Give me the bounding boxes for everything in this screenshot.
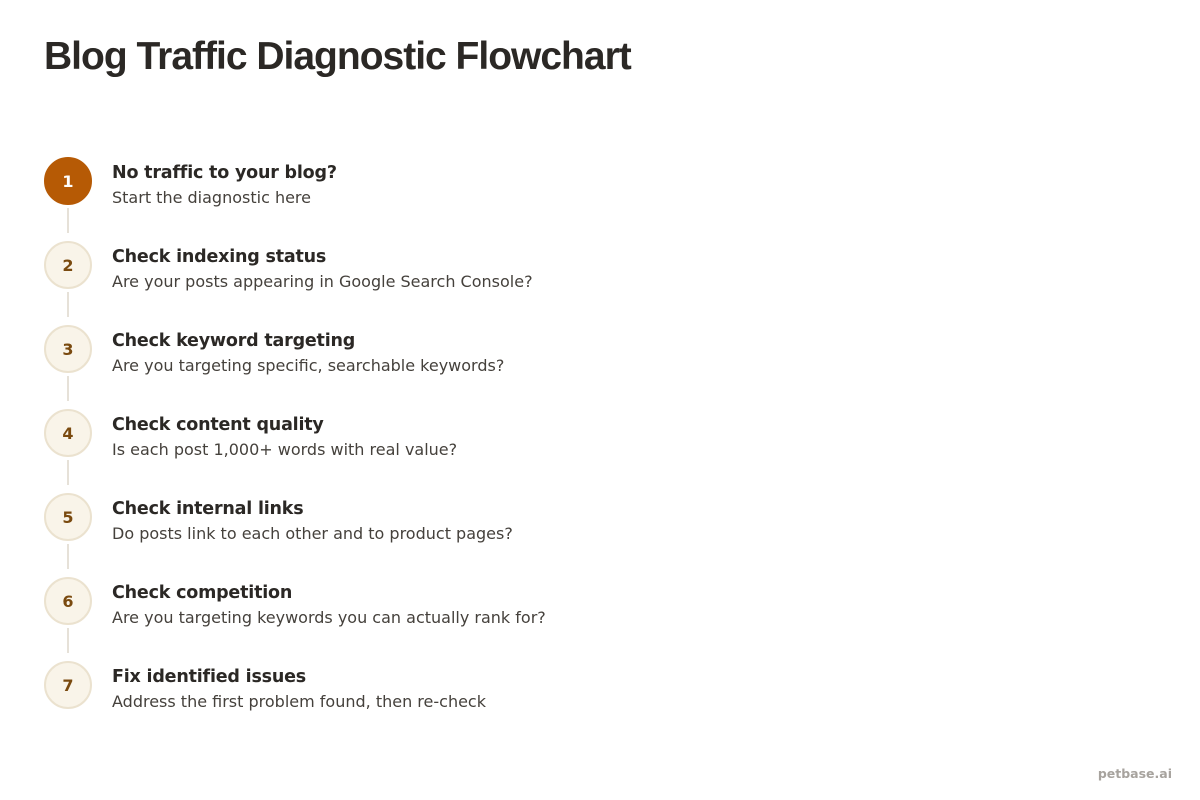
step-connector xyxy=(67,544,69,569)
step-number-badge: 5 xyxy=(44,493,92,541)
step-description: Are you targeting keywords you can actually rank for? xyxy=(112,608,546,627)
step-connector xyxy=(67,208,69,233)
step-title: Fix identified issues xyxy=(112,667,307,687)
step-description: Is each post 1,000+ words with real value? xyxy=(112,440,458,459)
page-title: Blog Traffic Diagnostic Flowchart xyxy=(44,35,631,78)
step-description: Start the diagnostic here xyxy=(112,188,311,207)
step-number-badge: 1 xyxy=(44,157,92,205)
step-number-badge: 6 xyxy=(44,577,92,625)
step-number-badge: 4 xyxy=(44,409,92,457)
flowchart-step xyxy=(44,241,944,325)
step-description: Address the first problem found, then re-check xyxy=(112,692,486,711)
step-connector xyxy=(67,628,69,653)
step-title: Check keyword targeting xyxy=(112,331,356,351)
step-description: Are your posts appearing in Google Search Console? xyxy=(112,272,533,291)
step-number-badge: 3 xyxy=(44,325,92,373)
step-connector xyxy=(67,460,69,485)
step-number-badge: 2 xyxy=(44,241,92,289)
step-title: Check internal links xyxy=(112,499,304,519)
flowchart-step xyxy=(44,493,944,577)
step-connector xyxy=(67,376,69,401)
step-title: No traffic to your blog? xyxy=(112,163,337,183)
watermark: petbase.ai xyxy=(1097,766,1172,781)
step-description: Are you targeting specific, searchable keywords? xyxy=(112,356,505,375)
step-connector xyxy=(67,292,69,317)
step-number-badge: 7 xyxy=(44,661,92,709)
flowchart-step xyxy=(44,325,944,409)
step-title: Check competition xyxy=(112,583,293,603)
step-title: Check indexing status xyxy=(112,247,327,267)
step-title: Check content quality xyxy=(112,415,324,435)
flowchart-step xyxy=(44,577,944,661)
step-description: Do posts link to each other and to product pages? xyxy=(112,524,513,543)
flowchart-step xyxy=(44,661,944,745)
flowchart-step xyxy=(44,157,944,241)
flowchart-step xyxy=(44,409,944,493)
